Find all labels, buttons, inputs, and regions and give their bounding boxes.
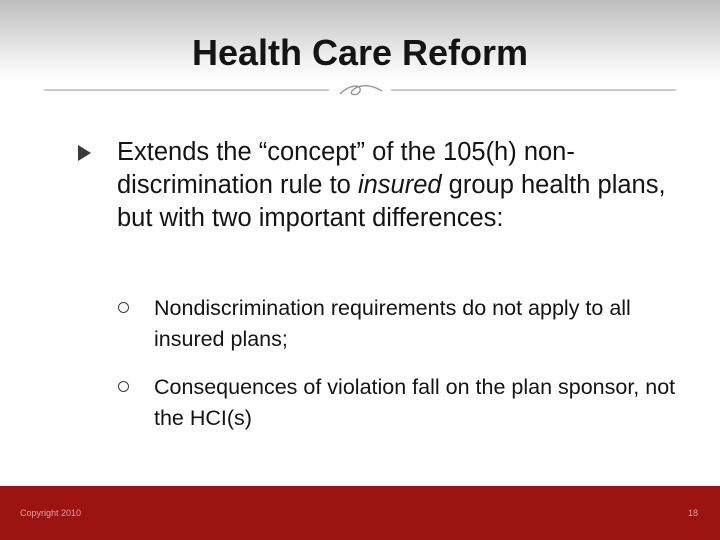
sub-bullet-text-1: Nondiscrimination requirements do not apply to all insured plans;: [154, 296, 631, 351]
circle-bullet-icon: [118, 302, 129, 313]
bullet-text: [117, 136, 677, 235]
footer-bar: [0, 486, 720, 540]
bullet-text-after: group health plans, but with two important differences:: [117, 171, 666, 232]
bullet-text-before: Extends the “concept” of the 105(h) non-discrimination rule to: [117, 138, 575, 199]
page-number: 18: [687, 508, 698, 518]
copyright-text: Copyright 2010: [20, 508, 82, 518]
slide-title: Health Care Reform: [191, 32, 529, 73]
ornament-divider: [44, 80, 676, 100]
swirl-ornament-icon: [340, 86, 382, 95]
bullet-text-emphasis: insured: [357, 171, 442, 199]
circle-bullet-icon: [118, 381, 129, 392]
triangle-bullet-icon: [78, 145, 91, 161]
sub-bullet-text-2: Consequences of violation fall on the plan sponsor, not the HCI(s): [154, 375, 676, 430]
